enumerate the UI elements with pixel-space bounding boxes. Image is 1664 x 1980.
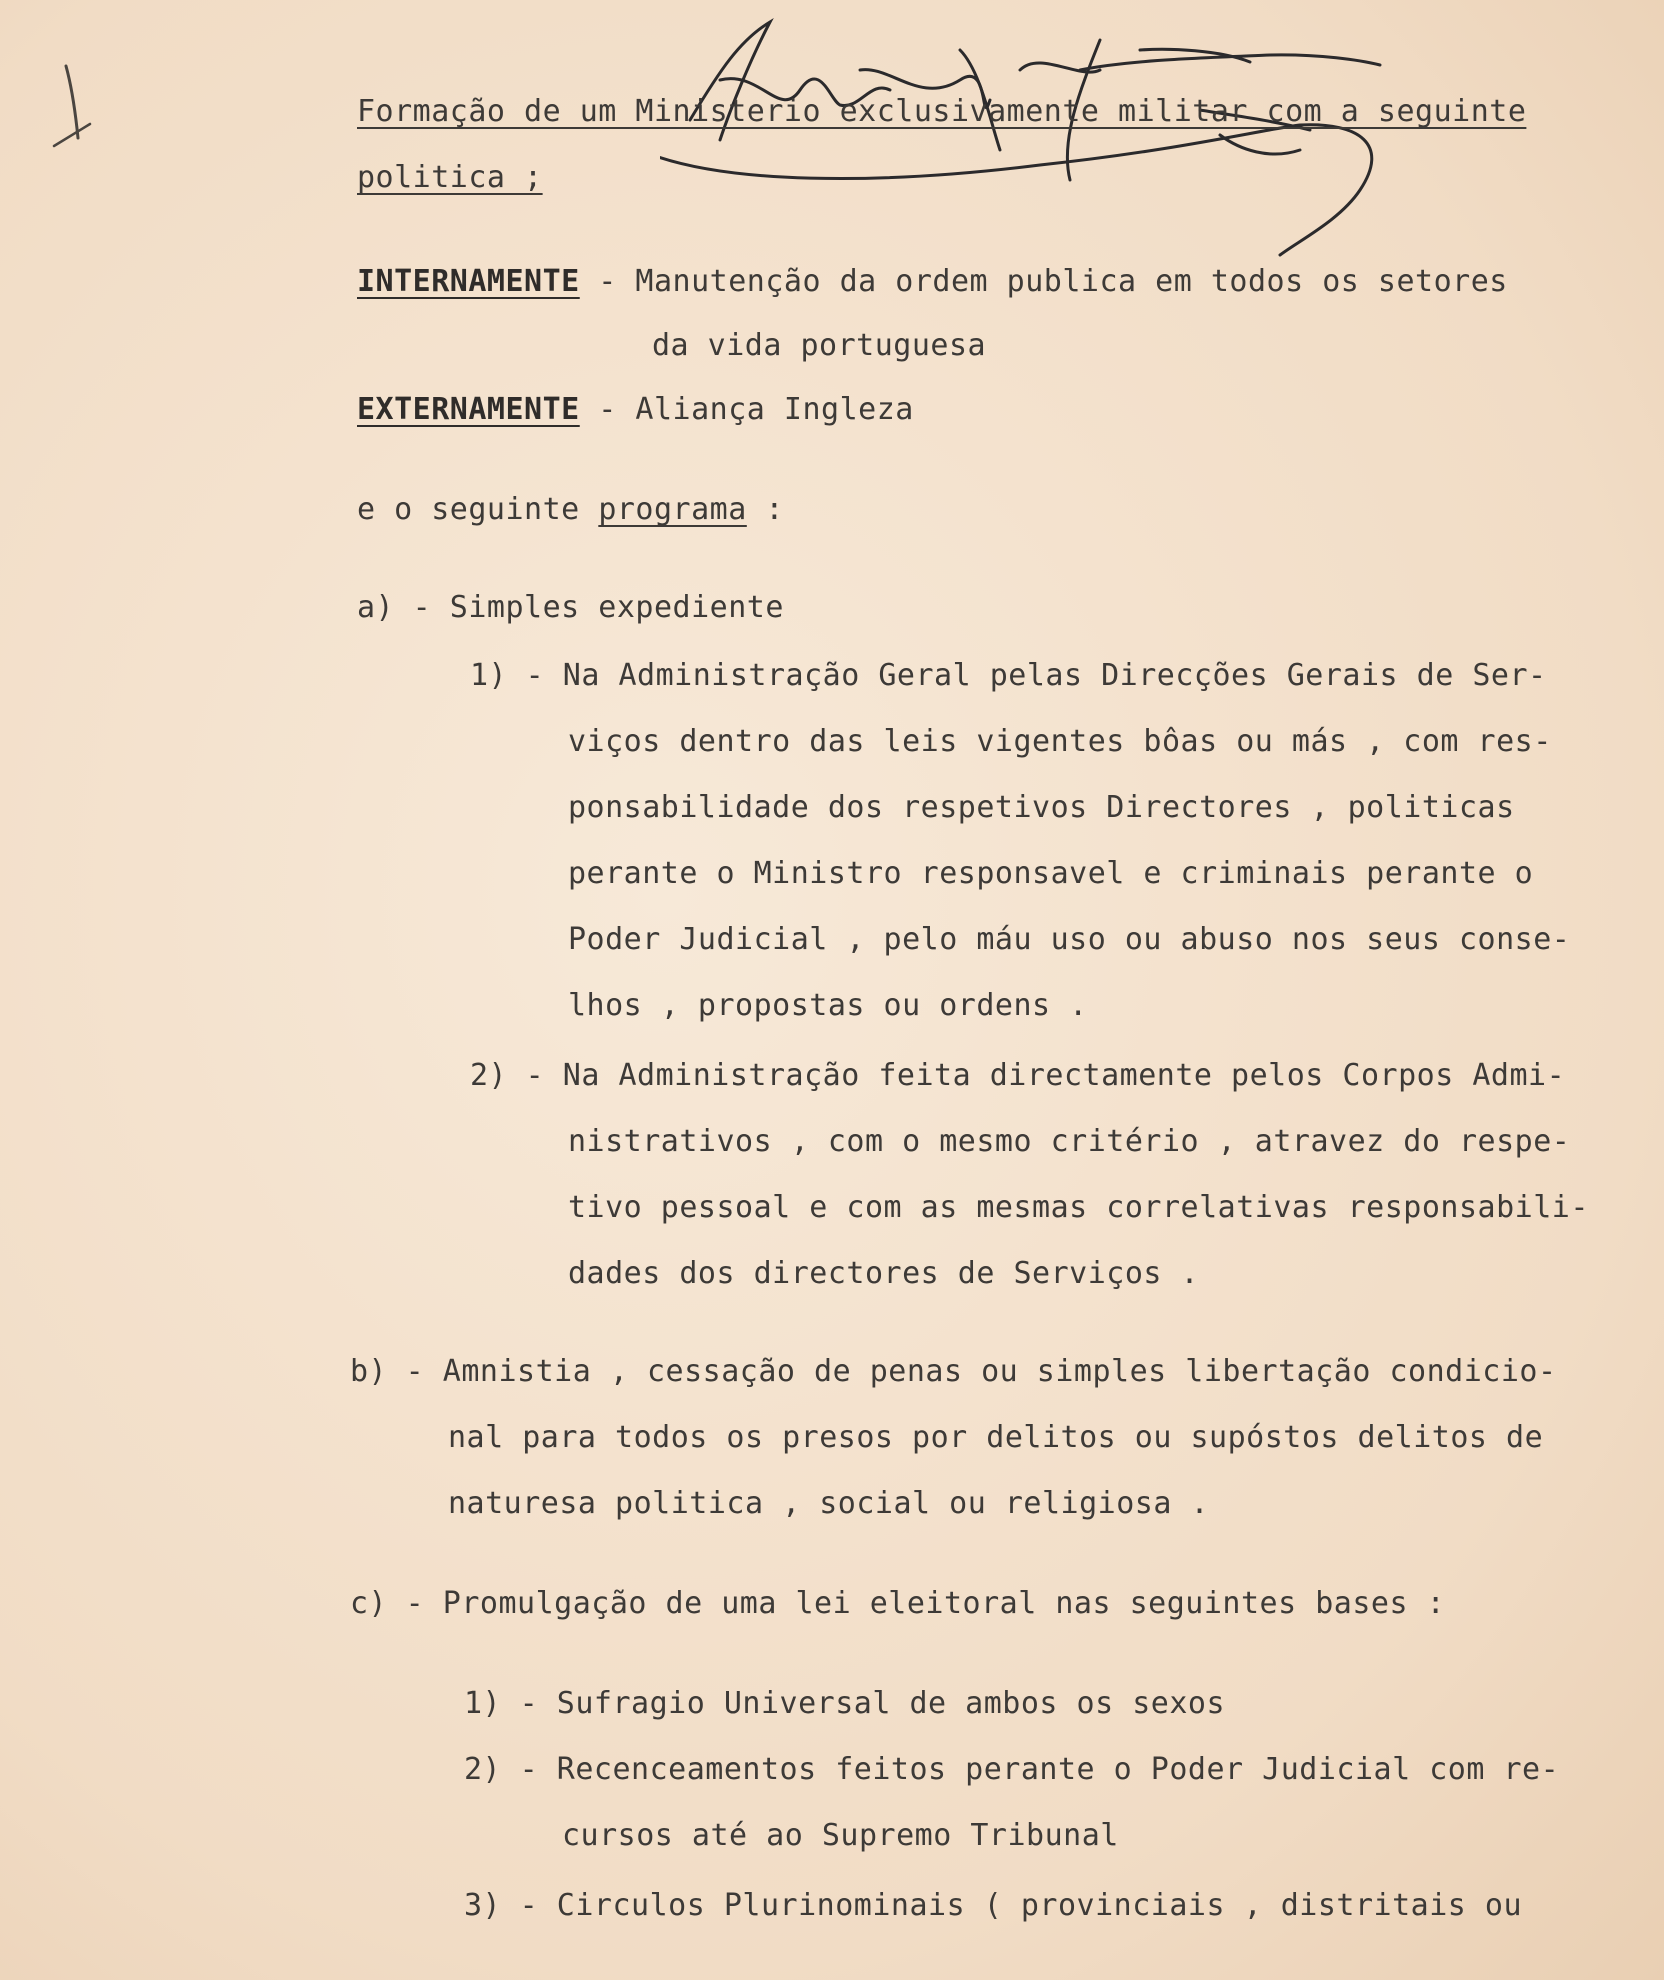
- section-c-heading: c) - Promulgação de uma lei eleitoral nas seguintes bases :: [350, 1586, 1446, 1621]
- externamente-text: - Aliança Ingleza: [579, 392, 914, 427]
- section-a-heading: a) - Simples expediente: [357, 590, 784, 625]
- internamente-text-2: da vida portuguesa: [652, 328, 987, 363]
- section-a-item2-line: nistrativos , com o mesmo critério , atravez do respe-: [568, 1124, 1571, 1159]
- section-b-line: b) - Amnistia , cessação de penas ou simples libertação condicio-: [350, 1354, 1557, 1389]
- programa-post: :: [746, 492, 784, 527]
- page-number-handwritten: [44, 58, 104, 158]
- programa-line: [357, 492, 784, 528]
- section-c-item2-line: 2) - Recenceamentos feitos perante o Poder Judicial com re-: [464, 1752, 1560, 1787]
- section-a-item1-line: ponsabilidade dos respetivos Directores , politicas: [568, 790, 1515, 825]
- section-a-item1-line: Poder Judicial , pelo máu uso ou abuso nos seus conse-: [568, 922, 1571, 957]
- section-c-item1: 1) - Sufragio Universal de ambos os sexos: [464, 1686, 1226, 1721]
- section-b-line: naturesa politica , social ou religiosa .: [448, 1486, 1210, 1521]
- internamente-label: INTERNAMENTE: [357, 264, 580, 299]
- internamente-text: - Manutenção da ordem publica em todos os setores: [579, 264, 1508, 299]
- title-line-2: politica ;: [357, 160, 543, 195]
- section-c-item2-line: cursos até ao Supremo Tribunal: [562, 1818, 1119, 1853]
- title-line-1: Formação de um Ministerio exclusivamente militar com a seguinte: [357, 94, 1527, 129]
- section-a-item1-line: viços dentro das leis vigentes bôas ou más , com res-: [568, 724, 1552, 759]
- programa-pre: e o seguinte: [357, 492, 599, 527]
- section-a-item2-line: tivo pessoal e com as mesmas correlativas responsabili-: [568, 1190, 1589, 1225]
- section-b-line: nal para todos os presos por delitos ou supóstos delitos de: [448, 1420, 1544, 1455]
- signature-scribble: [660, 10, 1420, 260]
- section-c-item3: 3) - Circulos Plurinominais ( provinciais , distritais ou: [464, 1888, 1523, 1923]
- programa-word: programa: [598, 492, 747, 527]
- section-a-item1-line: lhos , propostas ou ordens .: [568, 988, 1088, 1023]
- internamente-line: [357, 264, 1508, 300]
- section-a-item2-line: 2) - Na Administração feita directamente pelos Corpos Admi-: [470, 1058, 1566, 1093]
- externamente-label: EXTERNAMENTE: [357, 392, 580, 427]
- section-a-item2-line: dades dos directores de Serviços .: [568, 1256, 1200, 1291]
- section-a-item1-line: 1) - Na Administração Geral pelas Direcções Gerais de Ser-: [470, 658, 1547, 693]
- externamente-line: [357, 392, 914, 428]
- section-a-item1-line: perante o Ministro responsavel e criminais perante o: [568, 856, 1534, 891]
